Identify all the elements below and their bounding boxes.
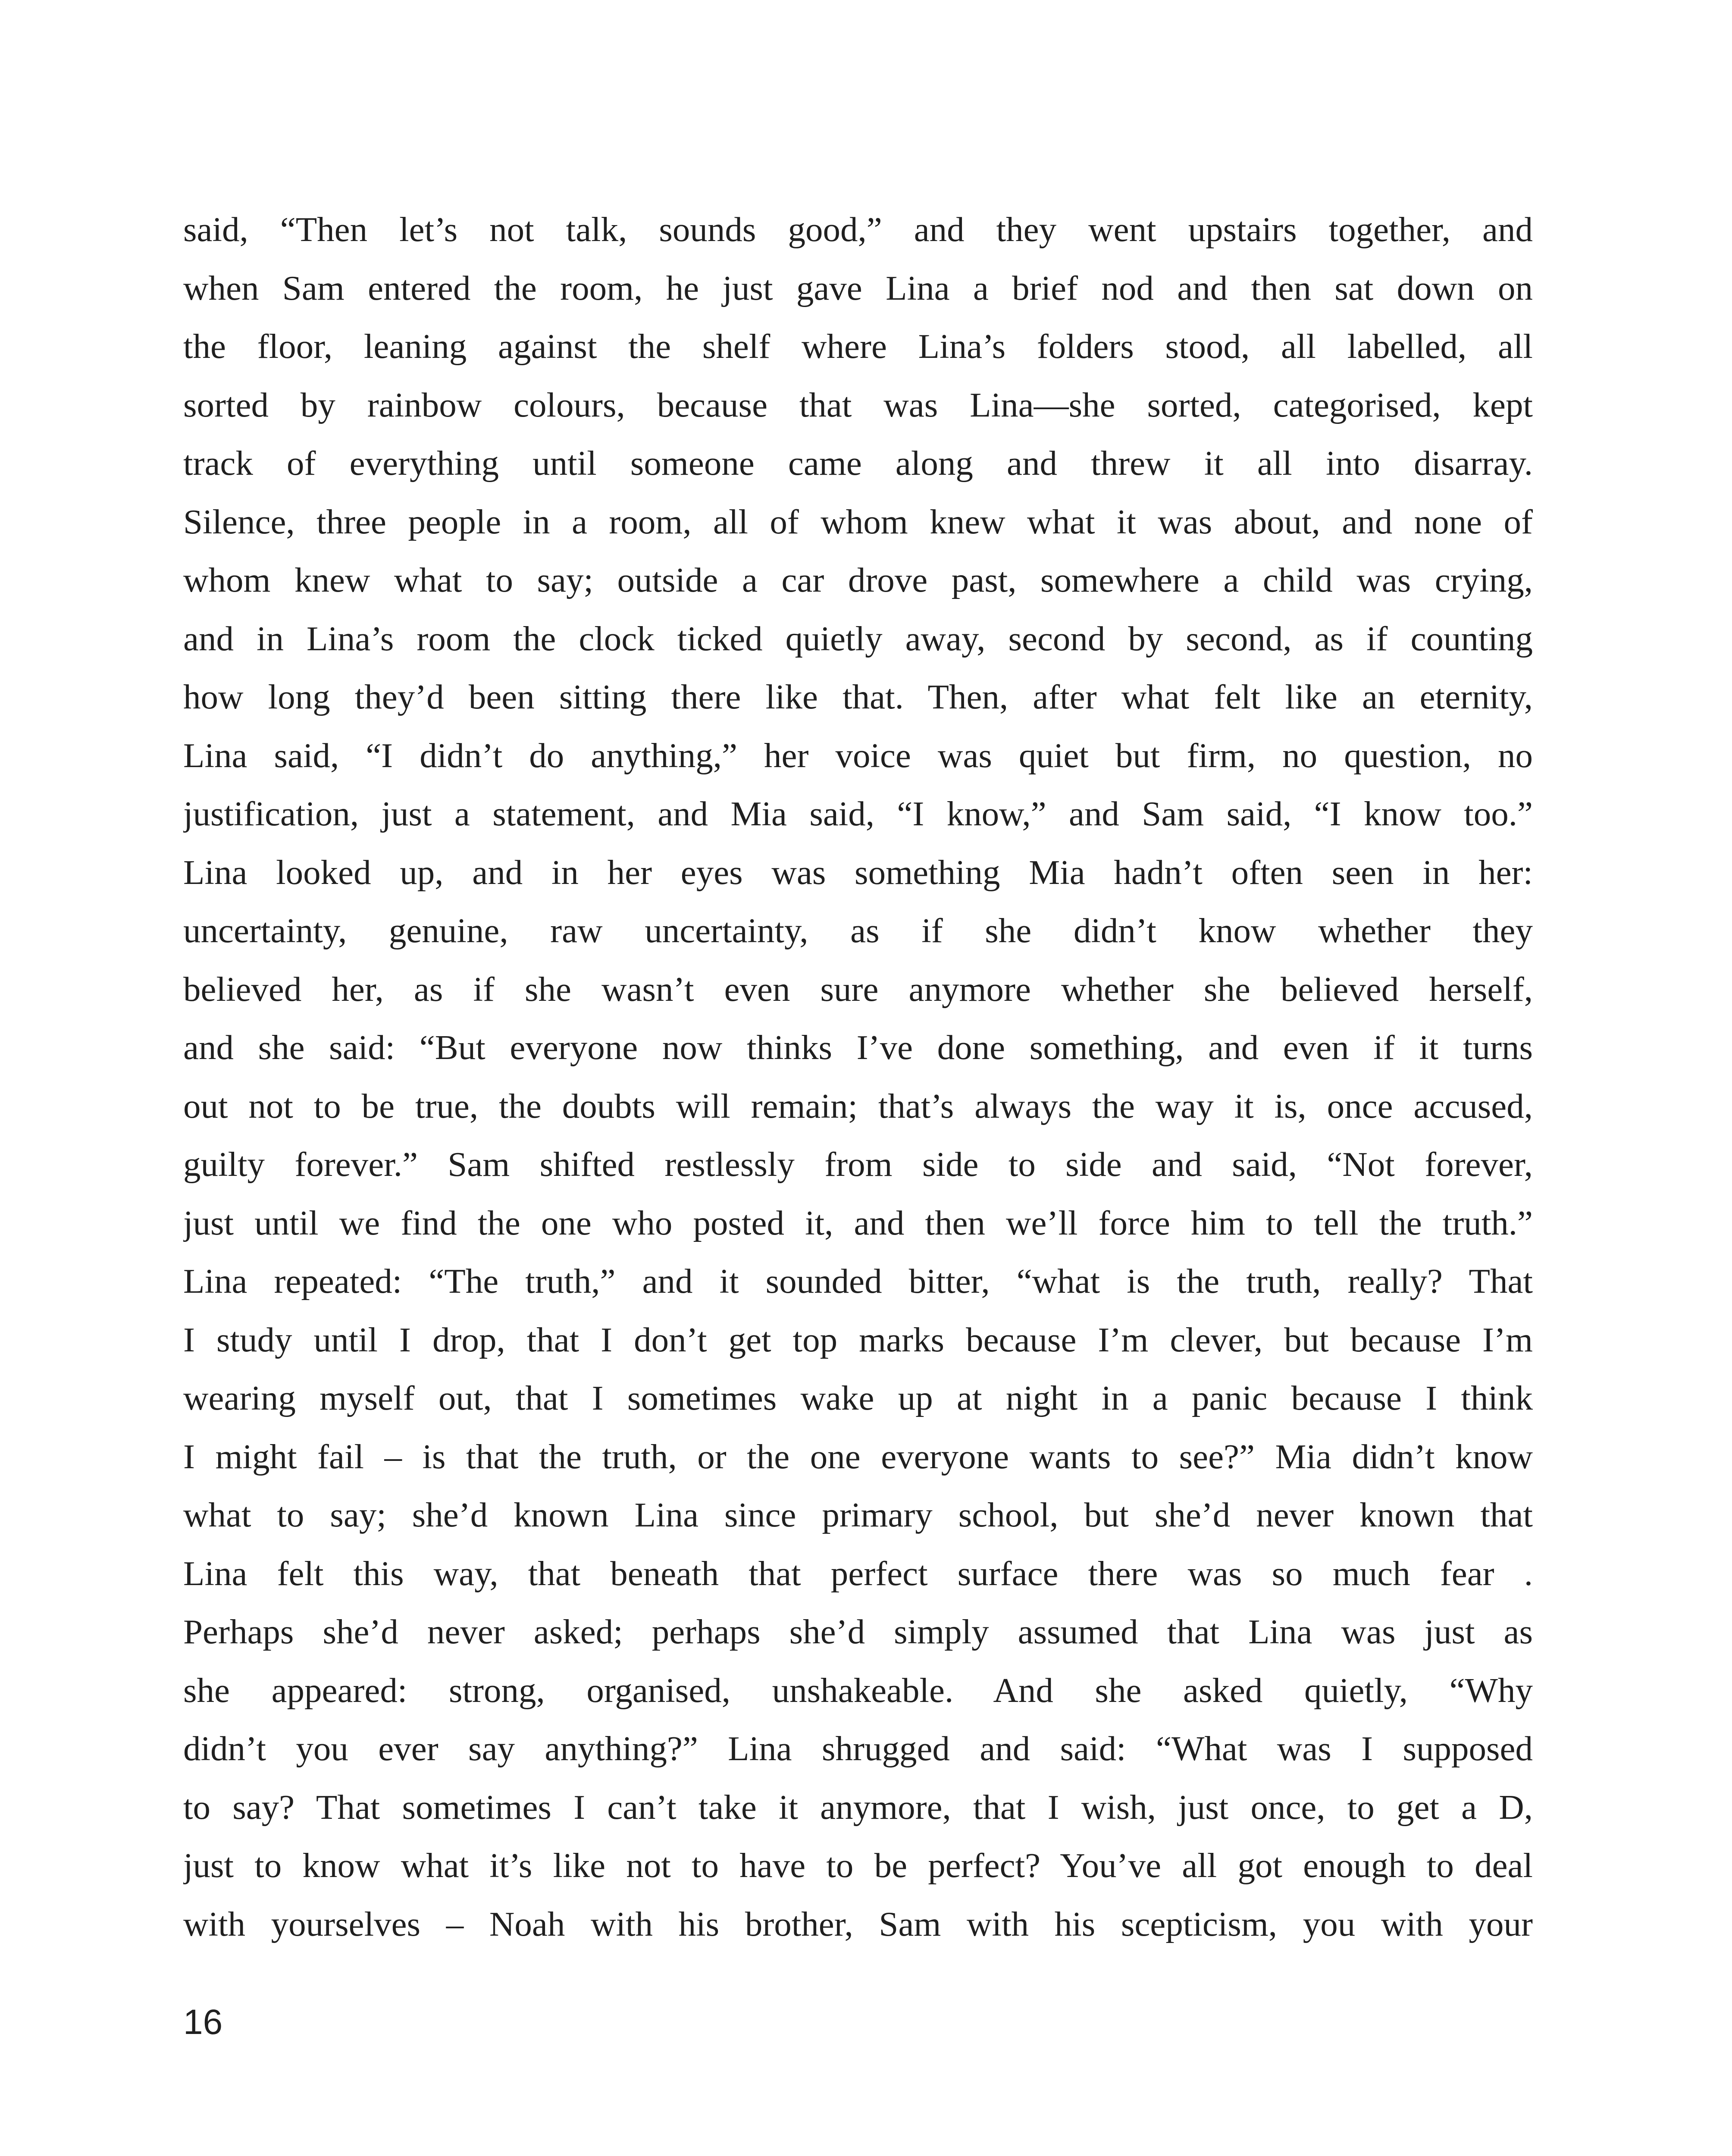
text-line: Lina said, “I didn’t do anything,” her voice was quiet but firm, no question, no: [183, 736, 1533, 775]
text-line: out not to be true, the doubts will remain; that’s always the way it is, once accused,: [183, 1086, 1533, 1125]
text-line: and she said: “But everyone now thinks I’ve done something, and even if it turns: [183, 1028, 1533, 1067]
page-number: 16: [183, 2002, 223, 2042]
body-text: [183, 201, 1533, 1953]
text-line: and in Lina’s room the clock ticked quietly away, second by second, as if counting: [183, 619, 1533, 658]
text-line: Silence, three people in a room, all of whom knew what it was about, and none of: [183, 502, 1533, 541]
text-line: I study until I drop, that I don’t get top marks because I’m clever, but because I’m: [183, 1320, 1533, 1359]
text-line: to say? That sometimes I can’t take it anymore, that I wish, just once, to get a D,: [183, 1787, 1533, 1827]
text-line: the floor, leaning against the shelf where Lina’s folders stood, all labelled, all: [183, 327, 1533, 366]
text-line: just until we find the one who posted it, and then we’ll force him to tell the truth.”: [183, 1203, 1533, 1242]
text-line: wearing myself out, that I sometimes wake up at night in a panic because I think: [183, 1379, 1533, 1417]
text-line: guilty forever.” Sam shifted restlessly from side to side and said, “Not forever,: [183, 1145, 1533, 1184]
text-line: believed her, as if she wasn’t even sure anymore whether she believed herself,: [183, 969, 1533, 1009]
text-line: Lina repeated: “The truth,” and it sounded bitter, “what is the truth, really? That: [183, 1262, 1533, 1300]
text-line: didn’t you ever say anything?” Lina shrugged and said: “What was I supposed: [183, 1729, 1533, 1768]
text-line: whom knew what to say; outside a car drove past, somewhere a child was crying,: [183, 561, 1533, 599]
text-line: said, “Then let’s not talk, sounds good,” and they went upstairs together, and: [183, 210, 1533, 249]
text-line: just to know what it’s like not to have to be perfect? You’ve all got enough to deal: [183, 1846, 1533, 1885]
text-line: sorted by rainbow colours, because that was Lina—she sorted, categorised, kept: [183, 385, 1533, 424]
text-line: Perhaps she’d never asked; perhaps she’d simply assumed that Lina was just as: [183, 1612, 1533, 1651]
text-line: uncertainty, genuine, raw uncertainty, as if she didn’t know whether they: [183, 911, 1533, 950]
text-line: I might fail – is that the truth, or the one everyone wants to see?” Mia didn’t know: [183, 1437, 1533, 1476]
text-line: what to say; she’d known Lina since primary school, but she’d never known that: [183, 1495, 1533, 1534]
text-line: Lina felt this way, that beneath that perfect surface there was so much fear .: [183, 1554, 1533, 1593]
text-line: justification, just a statement, and Mia said, “I know,” and Sam said, “I know too.”: [183, 794, 1533, 833]
text-line: how long they’d been sitting there like that. Then, after what felt like an eternity,: [183, 677, 1533, 716]
text-line: Lina looked up, and in her eyes was something Mia hadn’t often seen in her:: [183, 852, 1533, 892]
text-line: track of everything until someone came along and threw it all into disarray.: [183, 444, 1533, 483]
text-line: when Sam entered the room, he just gave Lina a brief nod and then sat down on: [183, 268, 1533, 307]
text-line: with yourselves – Noah with his brother, Sam with his scepticism, you with your: [183, 1904, 1533, 1943]
text-line: she appeared: strong, organised, unshakeable. And she asked quietly, “Why: [183, 1670, 1533, 1710]
